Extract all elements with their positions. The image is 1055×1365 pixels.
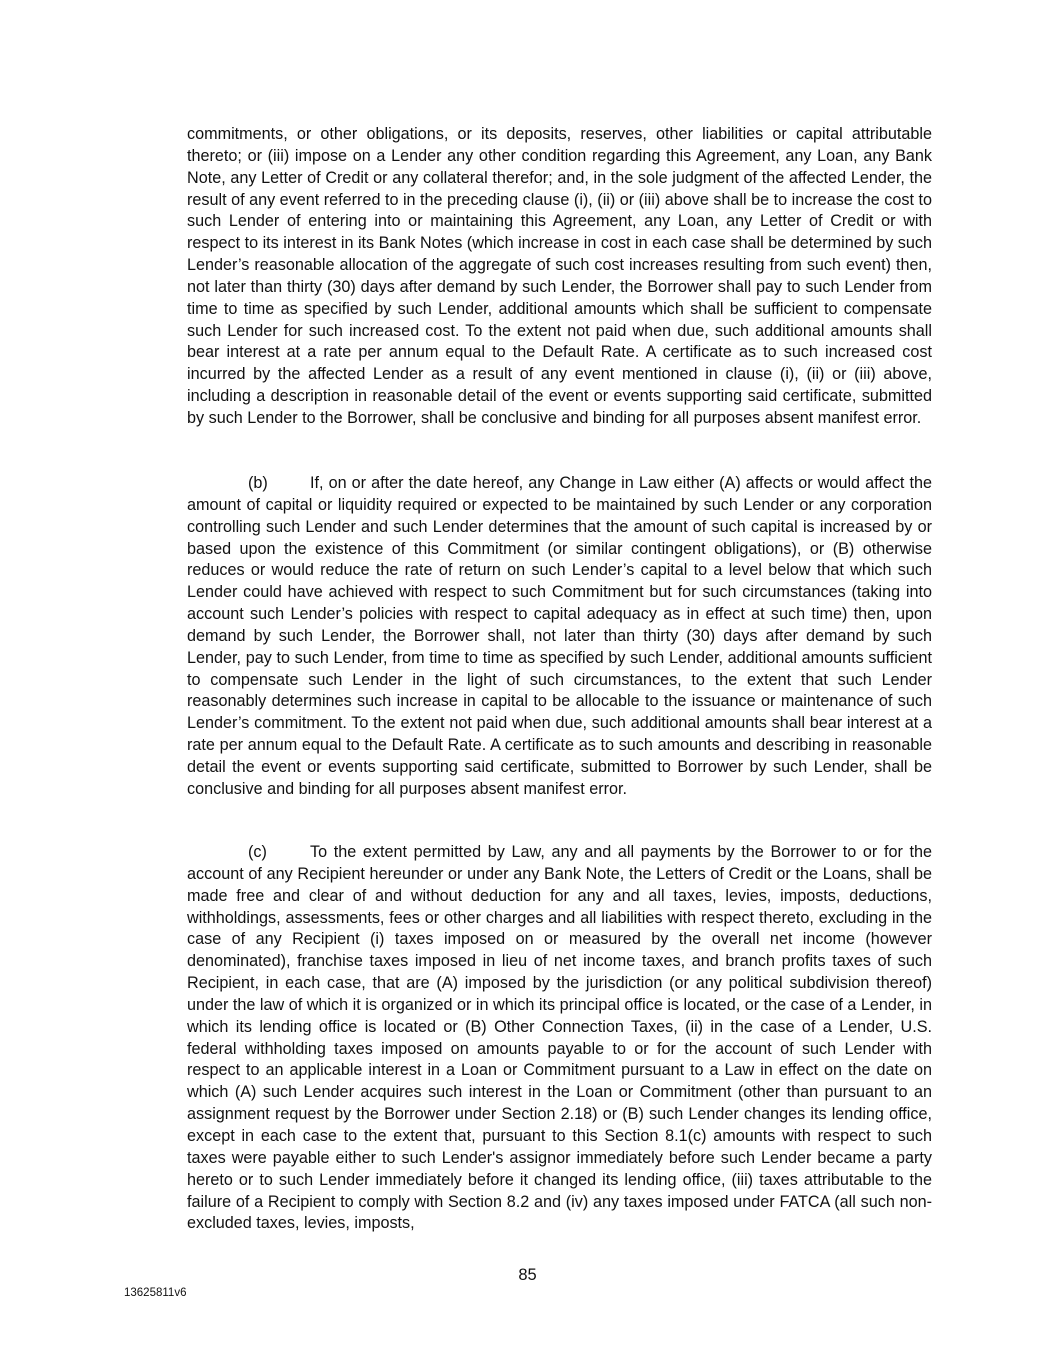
paragraph-label: (c)	[248, 843, 267, 861]
paragraph-continuation	[187, 124, 932, 430]
document-id: 13625811v6	[124, 1287, 187, 1299]
paragraph-text: To the extent permitted by Law, any and all payments by the Borrower to or for the account of any Recipient hereunder or under any Bank Note, the Letters of Credit or the Loans, shall be made free and clear of and without deduction for any and all taxes, levies, imposts, deductions, withholdings, assessments, fees or other charges and all liabilities with respect thereto, excluding in the case of any Recipient (i) taxes imposed on or measured by the overall net income (however denominated), franchise taxes imposed in lieu of net income taxes, and branch profits taxes of such Recipient, in each case, that are (A) imposed by the jurisdiction (or any political subdivision thereof) under the law of which it is organized or in which its principal office is located, or the case of a Lender, in which its lending office is located or (B) Other Connection Taxes, (ii) in the case of a Lender, U.S. federal withholding taxes imposed on amounts payable to or for the account of such Lender with respect to an applicable interest in a Loan or Commitment pursuant to a Law in effect on the date on which (A) such Lender acquires such interest in the Loan or Commitment (other than pursuant to an assignment request by the Borrower under Section 2.18) or (B) such Lender changes its lending office, except in each case to the extent that, pursuant to this Section 8.1(c) amounts with respect to such taxes were payable either to such Lender's assignor immediately before such Lender became a party hereto or to such Lender immediately before it changed its lending office, (iii) taxes attributable to the failure of a Recipient to comply with Section 8.2 and (iv) any taxes imposed under FATCA (all such non-excluded taxes, levies, imposts,	[187, 843, 932, 1233]
paragraph-text: If, on or after the date hereof, any Change in Law either (A) affects or would affect the amount of capital or liquidity required or expected to be maintained by such Lender or any corporation controlling such Lender and such Lender determines that the amount of such capital is increased by or based upon the existence of this Commitment (or similar contingent obligations), or (B) otherwise reduces or would reduce the rate of return on such Lender’s capital to a level below that which such Lender could have achieved with respect to such Commitment but for such circumstances (taking into account such Lender’s policies with respect to capital adequacy as in effect at such time) then, upon demand by such Lender, the Borrower shall, not later than thirty (30) days after demand by such Lender, pay to such Lender, from time to time as specified by such Lender, additional amounts sufficient to compensate such Lender in the light of such circumstances, to the extent that such Lender reasonably determines such increase in capital to be allocable to the issuance or maintenance of such Lender’s commitment. To the extent not paid when due, such additional amounts shall bear interest at a rate per annum equal to the Default Rate. A certificate as to such amounts and describing in reasonable detail the event or events supporting said certificate, submitted to Borrower by such Lender, shall be conclusive and binding for all purposes absent manifest error.	[187, 474, 932, 798]
paragraph-label: (b)	[248, 474, 268, 492]
paragraph-text: commitments, or other obligations, or its deposits, reserves, other liabilities or capital attributable thereto; or (iii) impose on a Lender any other condition regarding this Agreement, any Loan, any Bank Note, any Letter of Credit or any collateral therefor; and, in the sole judgment of the affected Lender, the result of any event referred to in the preceding clause (i), (ii) or (iii) above shall be to increase the cost to such Lender of entering into or maintaining this Agreement, any Loan, any Letter of Credit or with respect to its interest in its Bank Notes (which increase in cost in each case shall be determined by such Lender’s reasonable allocation of the aggregate of such cost increases resulting from such event) then, not later than thirty (30) days after demand by such Lender, the Borrower shall pay to such Lender from time to time as specified by such Lender, additional amounts which shall be sufficient to compensate such Lender for such increased cost. To the extent not paid when due, such additional amounts shall bear interest at a rate per annum equal to the Default Rate. A certificate as to such increased cost incurred by the affected Lender as a result of any event mentioned in clause (i), (ii) or (iii) above, including a description in reasonable detail of the event or events supporting said certificate, submitted by such Lender to the Borrower, shall be conclusive and binding for all purposes absent manifest error.	[187, 125, 932, 427]
page-number: 85	[518, 1266, 537, 1284]
paragraph-c	[187, 842, 932, 1235]
paragraph-b	[187, 473, 932, 801]
